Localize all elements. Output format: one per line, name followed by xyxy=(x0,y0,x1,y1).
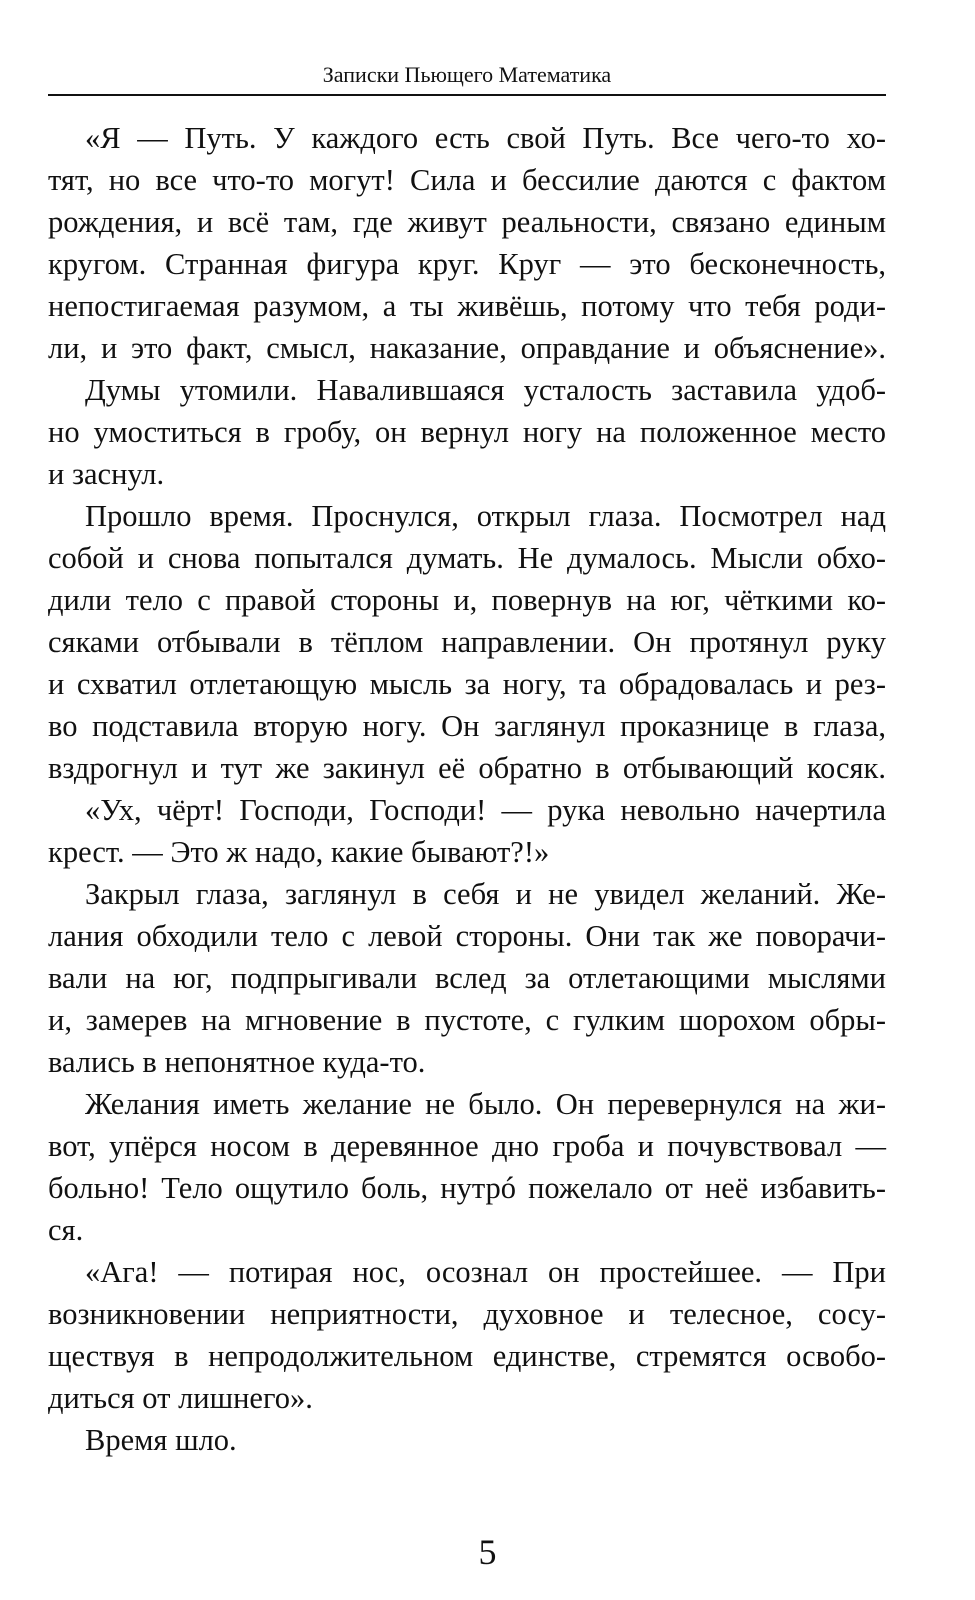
text-line: Думы утомили. Навалившаяся усталость заставила удоб- xyxy=(85,373,886,407)
text-line: но умоститься в гробу, он вернул ногу на положенное место xyxy=(48,415,886,449)
text-line: вались в непонятное куда-то. xyxy=(48,1045,426,1079)
text-line: ли, и это факт, смысл, наказание, оправдание и объяснение». xyxy=(48,331,886,365)
text-line: во подставила вторую ногу. Он заглянул проказнице в глаза, xyxy=(48,709,886,743)
page-number: 5 xyxy=(478,1532,497,1572)
text-line: Желания иметь желание не было. Он перевернулся на жи- xyxy=(85,1087,886,1121)
text-line: непостигаемая разумом, а ты живёшь, потому что тебя роди- xyxy=(48,289,886,323)
text-line: лания обходили тело с левой стороны. Они так же поворачи- xyxy=(48,919,886,953)
running-head: Записки Пьющего Математика xyxy=(322,62,612,87)
text-line: кругом. Странная фигура круг. Круг — это бесконечность, xyxy=(48,247,886,281)
text-line: «Я — Путь. У каждого есть свой Путь. Все чего-то хо- xyxy=(85,121,886,155)
text-line: рождения, и всё там, где живут реальности, связано единым xyxy=(48,205,886,239)
text-line: вздрогнул и тут же закинул её обратно в отбывающий косяк. xyxy=(48,751,886,785)
text-line: тят, но все что-то могут! Сила и бессилие даются с фактом xyxy=(48,163,886,197)
text-line: Время шло. xyxy=(85,1423,237,1457)
text-line: и схватил отлетающую мысль за ногу, та обрадовалась и рез- xyxy=(48,667,886,701)
text-line: крест. — Это ж надо, какие бывают?!» xyxy=(48,835,550,869)
text-line: и, замерев на мгновение в пустоте, с гулким шорохом обры- xyxy=(48,1003,886,1037)
text-line: Закрыл глаза, заглянул в себя и не увидел желаний. Же- xyxy=(85,877,886,911)
text-line: вот, упёрся носом в деревянное дно гроба и почувствовал — xyxy=(48,1129,886,1163)
text-line: дили тело с правой стороны и, повернув на юг, чёткими ко- xyxy=(48,583,886,617)
text-line: сяками отбывали в тёплом направлении. Он протянул руку xyxy=(48,625,886,659)
text-line: и заснул. xyxy=(48,457,165,491)
text-line: ся. xyxy=(48,1213,84,1247)
body-text xyxy=(48,117,886,1461)
text-line: вали на юг, подпрыгивали вслед за отлетающими мыслями xyxy=(48,961,886,995)
text-line: «Ага! — потирая нос, осознал он простейшее. — При xyxy=(85,1255,886,1289)
header-rule xyxy=(48,94,886,96)
text-line: Прошло время. Проснулся, открыл глаза. Посмотрел над xyxy=(85,499,886,533)
text-line: возникновении неприятности, духовное и телесное, сосу- xyxy=(48,1297,886,1331)
text-line: ществуя в непродолжительном единстве, стремятся освобо- xyxy=(48,1339,886,1373)
text-line: больно! Тело ощутило боль, нутрó пожелало от неё избавить- xyxy=(48,1171,886,1205)
text-line: «Ух, чёрт! Господи, Господи! — рука невольно начертила xyxy=(85,793,886,827)
text-line: диться от лишнего». xyxy=(48,1381,313,1415)
text-line: собой и снова попытался думать. Не думалось. Мысли обхо- xyxy=(48,541,886,575)
